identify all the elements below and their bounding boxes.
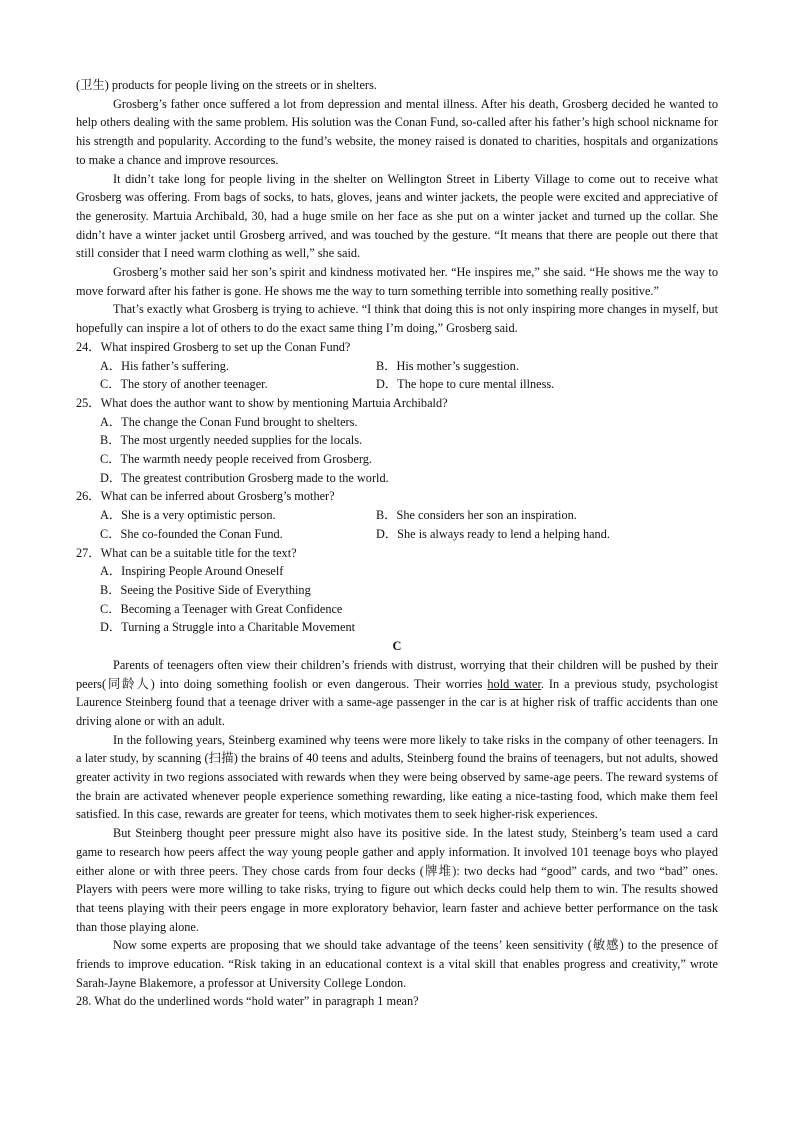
question-25-option-a[interactable]: A．The change the Conan Fund brought to shelters. [100,414,358,429]
question-24 [76,338,718,394]
question-26-option-b[interactable]: B．She considers her son an inspiration. [376,508,577,523]
question-27-option-b[interactable]: B．Seeing the Positive Side of Everything [100,582,311,597]
passage-c-paragraph-2: In the following years, Steinberg examined why teens were more likely to take risks in the company of other teenagers. In a later study, by scanning (扫描) the brains of 40 teens and adults, Steinberg found the brains of teenagers, but not adults, showed greater activity in two regions associated with rewards when they were being observed by same-age peers. The reward systems of the brain are activated whenever people experience something rewarding, like eating a nice-tasting food, which make them feel satisfied. In this case, rewards are greater for teens, which motivates them to seek higher-risk experiences. [76,732,718,822]
question-26 [76,487,718,543]
question-28-stem: 28. What do the underlined words “hold water” in paragraph 1 mean? [76,994,419,1009]
question-24-stem: 24．What inspired Grosberg to set up the Conan Fund? [76,339,351,354]
passage-c-paragraph-4: Now some experts are proposing that we should take advantage of the teens’ keen sensitivity (敏感) to the presence of friends to improve education. “Risk taking in an educational context is a vital skill that enables progress and creativity,” wrote Sarah-Jayne Blakemore, a professor at University College London. [76,938,718,990]
passage-b-paragraph-0: (卫生) products for people living on the streets or in shelters. [76,78,377,92]
passage-b-paragraph-4: That’s exactly what Grosberg is trying to achieve. “I think that doing this is not only inspiring more changes in myself, but hopefully can inspire a lot of others to do the exact same thing I’m doing,” Grosberg said. [76,302,718,336]
question-24-option-a[interactable]: A．His father’s suffering. [100,358,229,373]
question-25-option-c[interactable]: C．The warmth needy people received from Grosberg. [100,452,372,467]
question-26-option-d[interactable]: D．She is always ready to lend a helping hand. [376,526,610,541]
passage-b-paragraph-1: Grosberg’s father once suffered a lot from depression and mental illness. After his death, Grosberg decided he wanted to help others dealing with the same problem. His solution was the Conan Fund, so-called after his father’s high school nickname for his strength and popularity. According to the fund’s website, the money raised is donated to charities, hospitals and organizations to make a chance and improve resources. [76,96,718,167]
question-26-option-a[interactable]: A．She is a very optimistic person. [100,508,276,523]
question-24-option-d[interactable]: D．The hope to cure mental illness. [376,377,555,392]
question-27-option-d[interactable]: D．Turning a Struggle into a Charitable Movement [100,620,356,635]
passage-c-heading: C [392,639,402,654]
question-25-option-b[interactable]: B．The most urgently needed supplies for the locals. [100,433,363,448]
question-25-stem: 25．What does the author want to show by mentioning Martuia Archibald? [76,395,448,410]
question-26-option-c[interactable]: C．She co-founded the Conan Fund. [100,526,283,541]
question-27 [76,544,718,638]
passage-b-paragraph-2: It didn’t take long for people living in the shelter on Wellington Street in Liberty Village to come out to receive what Grosberg was offering. From bags of socks, to hats, gloves, jeans and winter jackets, the people were excited and appreciative of the generosity. Martuia Archibald, 30, had a huge smile on her face as she put on a winter jacket and turned up the collar. She didn’t have a winter jacket until Grosberg arrived, and was touched by the gesture. “It means that there are people out there that still consider that I need warm clothing as well,” she said. [76,171,718,261]
question-24-option-c[interactable]: C．The story of another teenager. [100,377,268,392]
passage-c-paragraph-1-start: Parents of teenagers often view their children’s friends with distrust, worrying that their children will be pushed by their peers(同龄人) into doing something foolish or even dangerous. Their worries [76,657,718,691]
question-26-stem: 26．What can be inferred about Grosberg’s mother? [76,489,335,504]
passage-c-paragraph-1 [76,656,718,731]
question-27-option-a[interactable]: A．Inspiring People Around Oneself [100,564,284,579]
question-25-option-d[interactable]: D．The greatest contribution Grosberg made to the world. [100,470,389,485]
exam-page [76,76,718,1011]
passage-c-paragraph-3: But Steinberg thought peer pressure might also have its positive side. In the latest study, Steinberg’s team used a card game to research how peers affect the way young people gather and apply information. It involved 101 teenage boys who played either alone or with three peers. They chose cards from four decks (牌堆): two decks had “good” cards, and two “bad” ones. Players with peers were more willing to take risks, trying to figure out which decks could help them to win. The results showed that teens playing with their peers engage in more exploratory behavior, learn faster and achieve better performance on the task than those playing alone. [76,826,718,934]
question-24-option-b[interactable]: B．His mother’s suggestion. [376,358,519,373]
question-27-option-c[interactable]: C．Becoming a Teenager with Great Confidence [100,601,343,616]
passage-b-paragraph-3: Grosberg’s mother said her son’s spirit and kindness motivated her. “He inspires me,” she said. “He shows me the way to move forward after his father is gone. He shows me the way to turn something terrible into something really positive.” [76,265,718,298]
question-27-stem: 27．What can be a suitable title for the text? [76,545,297,560]
underlined-phrase: hold water [487,676,541,691]
question-25 [76,394,718,488]
passage-c-paragraph-1-end: . In a previous study, psychologist Laurence Steinberg found that a teenage driver with a same-age passenger in the car is at higher risk of traffic accidents than one driving alone or with an adult. [76,676,719,728]
